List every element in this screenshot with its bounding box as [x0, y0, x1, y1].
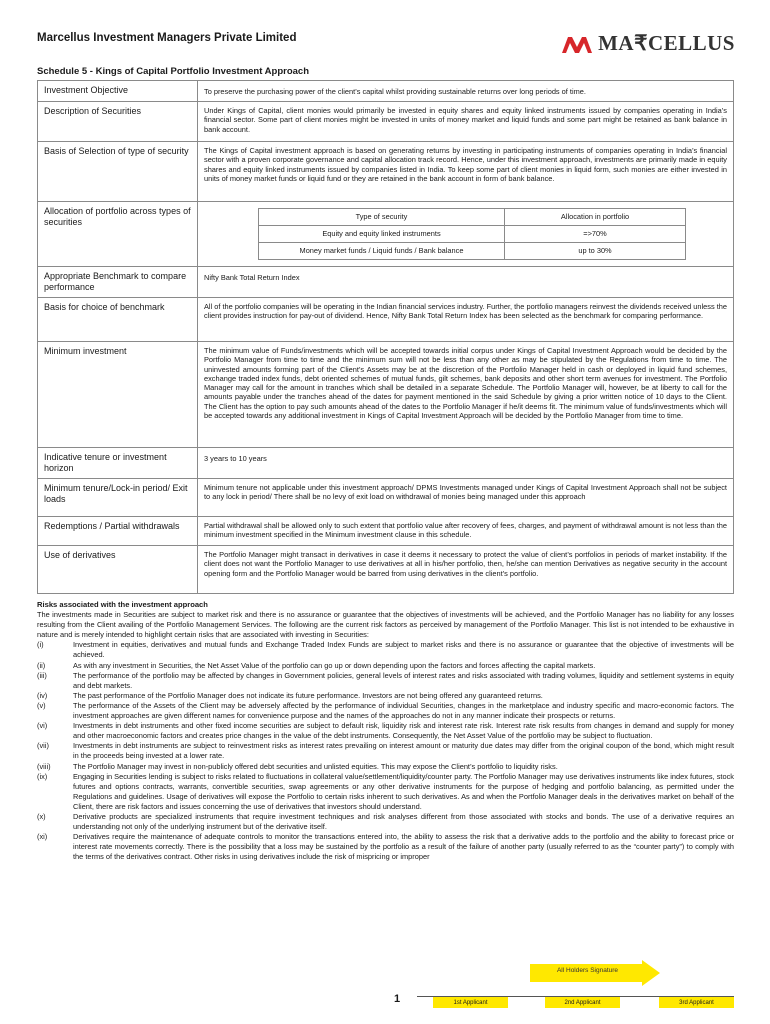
table-cell: Equity and equity linked instruments: [259, 226, 505, 243]
list-item-number: (viii): [37, 761, 51, 771]
row-content: The Portfolio Manager might transact in derivatives in case it deems it necessary to protect the value of client’s portfolios in periods of market instability. If the client does not want the Portfolio Manager to use derivatives at all in his/her portfolio, then, he/she can mention Derivatives as negative security in the account opening form and the Portfolio Manager would be barred from using derivatives in the client’s portfolio.: [198, 546, 734, 594]
page-header: [37, 30, 737, 60]
row-content: Partial withdrawal shall be allowed only to such extent that portfolio value after recovery of fees, charges, and payment of withdrawal amount is not less than the minimum investment specified in the Minimum investment clause in this schedule.: [198, 517, 734, 546]
row-content: Nifty Bank Total Return Index: [198, 267, 734, 298]
row-label: Allocation of portfolio across types of securities: [38, 202, 198, 267]
allocation-table: [258, 208, 686, 260]
table-row: [259, 243, 686, 260]
list-item-text: Investment in equities, derivatives and mutual funds and Exchange Traded Index Funds are subject to market risks and there is no assurance or guarantee that the objective of investments will be achieved.: [73, 640, 734, 660]
list-item-text: Investments in debt instruments and other fixed income securities are subject to default risk, liquidity risk and interest rate risk. Interest rate risk results from changes in demand and supply for money and other macroeconomic factors and creates price changes in the value of the debt instruments. Consequently, the Net Asset Value of the portfolio may be subject to fluctuation.: [73, 721, 734, 741]
row-label: Minimum investment: [38, 342, 198, 448]
row-content: The minimum value of Funds/investments which will be accepted towards initial corpus under Kings of Capital Investment Approach would be decided by the Portfolio Manager from time to time and the minimum sum will not be less than any other as may be stipulated by the Regulations from time to time. The uninvested amounts forming part of the Client’s Assets may be at the discretion of the Portfolio Manager held in cash or deployed in liquid fund schemes, exchange traded index funds, debt oriented schemes of mutual funds, gilt schemes, bank deposits and other short term avenues for investment. The Portfolio Manager may call for the amount in tranches which shall be detailed in a separate Schedule. The Portfolio Manager will, however, be at liberty to call for the amounts payable under the tranches ahead of the dates for payment mentioned in the said Schedule by giving a prior written notice of 10 days to the Client. The Client has the option to pay such amounts ahead of the dates to the Portfolio Manager if he/it deems fit. The minimum value of funds/investments which will be accepted towards any additional investment in Kings of Capital Investment Approach will be decided by the Portfolio Manager from time to time.: [198, 342, 734, 448]
page-footer: [37, 955, 734, 1015]
row-label: Basis for choice of benchmark: [38, 298, 198, 342]
list-item-text: Investments in debt instruments are subject to reinvestment risks as interest rates prevailing on interest amount or maturity due dates may differ from the original coupon of the bond, which might result in the proceeds being invested at a lower rate.: [73, 741, 734, 761]
table-row: [38, 267, 734, 298]
list-item-number: (x): [37, 811, 46, 821]
list-item-number: (vii): [37, 741, 49, 751]
marcellus-logo: [562, 33, 735, 54]
table-row: [38, 517, 734, 546]
list-item: [37, 671, 734, 691]
list-item: [37, 741, 734, 761]
row-label: Basis of Selection of type of security: [38, 142, 198, 202]
table-row: [259, 226, 686, 243]
list-item-number: (xi): [37, 832, 48, 842]
table-row: [38, 342, 734, 448]
applicant-3-signature-box[interactable]: 3rd Applicant: [659, 996, 734, 1008]
row-label: Indicative tenure or investment horizon: [38, 448, 198, 479]
table-cell: up to 30%: [505, 243, 686, 260]
table-row: [38, 81, 734, 102]
investment-approach-table: [37, 80, 734, 594]
row-content: 3 years to 10 years: [198, 448, 734, 479]
table-header-cell: Type of security: [259, 209, 505, 226]
list-item: [37, 832, 734, 862]
table-row: [259, 209, 686, 226]
page-number: 1: [394, 993, 401, 1005]
list-item-number: (iii): [37, 670, 47, 680]
row-content: Minimum tenure not applicable under this investment approach/ DPMS Investments managed under Kings of Capital Investment Approach shall not be subject to any lock in period/ There shall be no levy of exit load on withdrawal of monies being managed under this approach: [198, 479, 734, 517]
list-item-text: As with any investment in Securities, the Net Asset Value of the portfolio can go up or down depending upon the factors and forces affecting the capital markets.: [73, 660, 596, 670]
table-cell: Money market funds / Liquid funds / Bank balance: [259, 243, 505, 260]
logo-wordmark: MA₹CELLUS: [598, 31, 735, 55]
row-content: All of the portfolio companies will be operating in the Indian financial services industry. Further, the portfolio managers reinvest the dividends received unless the client provides instruction for pay-out of dividend. Hence, Nifty Bank Total Return Index has been selected as the benchmark for comparing performance.: [198, 298, 734, 342]
list-item-text: Engaging in Securities lending is subject to risks related to fluctuations in collateral value/settlement/liquidity/counter party. The Portfolio Manager may use derivatives instruments like index futures, stock futures and options contracts, warrants, convertible securities, swap agreements or any other derivative instruments for the purpose of hedging and portfolio balancing, as permitted under the Regulations and guidelines. Usage of derivatives will expose the Portfolio to certain risks inherent to such derivatives. As and when the Portfolio Manager deals in the derivatives market on behalf of the Client, there are risk factors and issues concerning the use of derivatives that investors should understand.: [73, 771, 734, 811]
row-label: Minimum tenure/Lock-in period/ Exit loads: [38, 479, 198, 517]
row-content: Under Kings of Capital, client monies would primarily be invested in equity shares and equity linked instruments issued by companies operating in India’s financial sector. Some part of client monies might be invested in units of money market and liquid funds and some part might be retained as bank balance in bank account.: [198, 102, 734, 142]
company-name: Marcellus Investment Managers Private Limited: [37, 32, 297, 44]
row-label: Investment Objective: [38, 81, 198, 102]
signature-label: All Holders Signature: [556, 967, 619, 974]
list-item: [37, 772, 734, 812]
row-label: Appropriate Benchmark to compare performance: [38, 267, 198, 298]
table-row: [38, 202, 734, 267]
list-item-number: (v): [37, 700, 46, 710]
list-item-text: The Portfolio Manager may invest in non-publicly offered debt securities and unlisted equities. This may expose the Client’s portfolio to liquidity risks.: [73, 761, 558, 771]
risks-section: [37, 600, 734, 862]
list-item-text: The performance of the portfolio may be affected by changes in Government policies, general levels of interest rates and risks associated with trading volumes, liquidity and settlement systems in equity and debt markets.: [73, 670, 734, 690]
table-row: [38, 546, 734, 594]
list-item-text: The past performance of the Portfolio Manager does not indicate its future performance. Investors are not being offered any guaranteed returns.: [73, 690, 543, 700]
list-item-text: The performance of the Assets of the Client may be adversely affected by the performance of individual Securities, changes in the marketplace and industry specific and macro-economic factors. The investment approaches are given different names for convenience purpose and the names of the approaches do not in any manner indicate their prospects or returns.: [73, 700, 734, 721]
risks-intro: The investments made in Securities are subject to market risk and there is no assurance or guarantee that the objectives of investments will be achieved, and the Portfolio Manager has no liability for any losses resulting from the Client availing of the Portfolio Management Services. The following are the current risk factors as perceived by management of the Portfolio Manager. This list is not intended to be exhaustive in nature and is merely intended to highlight certain risks that are associated with investing in Securities:: [37, 610, 734, 640]
list-item-text: Derivatives require the maintenance of adequate controls to monitor the transactions entered into, the ability to assess the risk that a derivative adds to the portfolio and the ability to forecast price or interest rate movements correctly. There is the possibility that a loss may be sustained by the portfolio as a result of the failure of another party (usually referred to as the “counter party”) to comply with the terms of the derivatives contract. Other risks in using derivatives include the risk of mispricing or improper: [73, 832, 734, 862]
row-label: Description of Securities: [38, 102, 198, 142]
list-item-text: Derivative products are specialized instruments that require investment techniques and risk analyses different from those associated with stocks and bonds. The use of a derivative requires an understanding not only of the underlying instrument but of the derivative itself.: [73, 811, 734, 832]
row-label: Use of derivatives: [38, 546, 198, 594]
list-item: [37, 812, 734, 832]
allocation-cell: [198, 202, 734, 267]
list-item: [37, 762, 734, 772]
row-label: Redemptions / Partial withdrawals: [38, 517, 198, 546]
double-m-chevron-icon: [562, 35, 596, 53]
table-row: [38, 448, 734, 479]
list-item: [37, 701, 734, 721]
applicant-2-signature-box[interactable]: 2nd Applicant: [545, 996, 620, 1008]
table-row: [38, 298, 734, 342]
list-item: [37, 661, 734, 671]
schedule-title: Schedule 5 - Kings of Capital Portfolio Investment Approach: [37, 66, 310, 77]
table-row: [38, 142, 734, 202]
row-content: To preserve the purchasing power of the client’s capital whilst providing sustainable returns over long periods of time.: [198, 81, 734, 102]
list-item-number: (iv): [37, 690, 48, 700]
applicant-1-signature-box[interactable]: 1st Applicant: [433, 996, 508, 1008]
list-item-number: (ii): [37, 660, 46, 670]
table-cell: =>70%: [505, 226, 686, 243]
table-header-cell: Allocation in portfolio: [505, 209, 686, 226]
list-item: [37, 691, 734, 701]
risks-title: Risks associated with the investment approach: [37, 600, 208, 609]
table-row: [38, 102, 734, 142]
list-item-number: (ix): [37, 771, 48, 781]
list-item: [37, 721, 734, 741]
list-item-number: (i): [37, 640, 44, 650]
row-content: The Kings of Capital investment approach is based on generating returns by investing in participating instruments of companies operating in India’s financial sector with a proven corporate governance and capital allocation track record. Hence, under this investment approach, investments are primarily made in equity shares and equity linked instruments issued by companies listed in India. To keep some part of client monies in liquid form, such monies are either invested in units of money market funds or liquid fund or they are retained in the bank account in form of bank balance.: [198, 142, 734, 202]
list-item-number: (vi): [37, 721, 48, 731]
table-row: [38, 479, 734, 517]
list-item: [37, 640, 734, 660]
